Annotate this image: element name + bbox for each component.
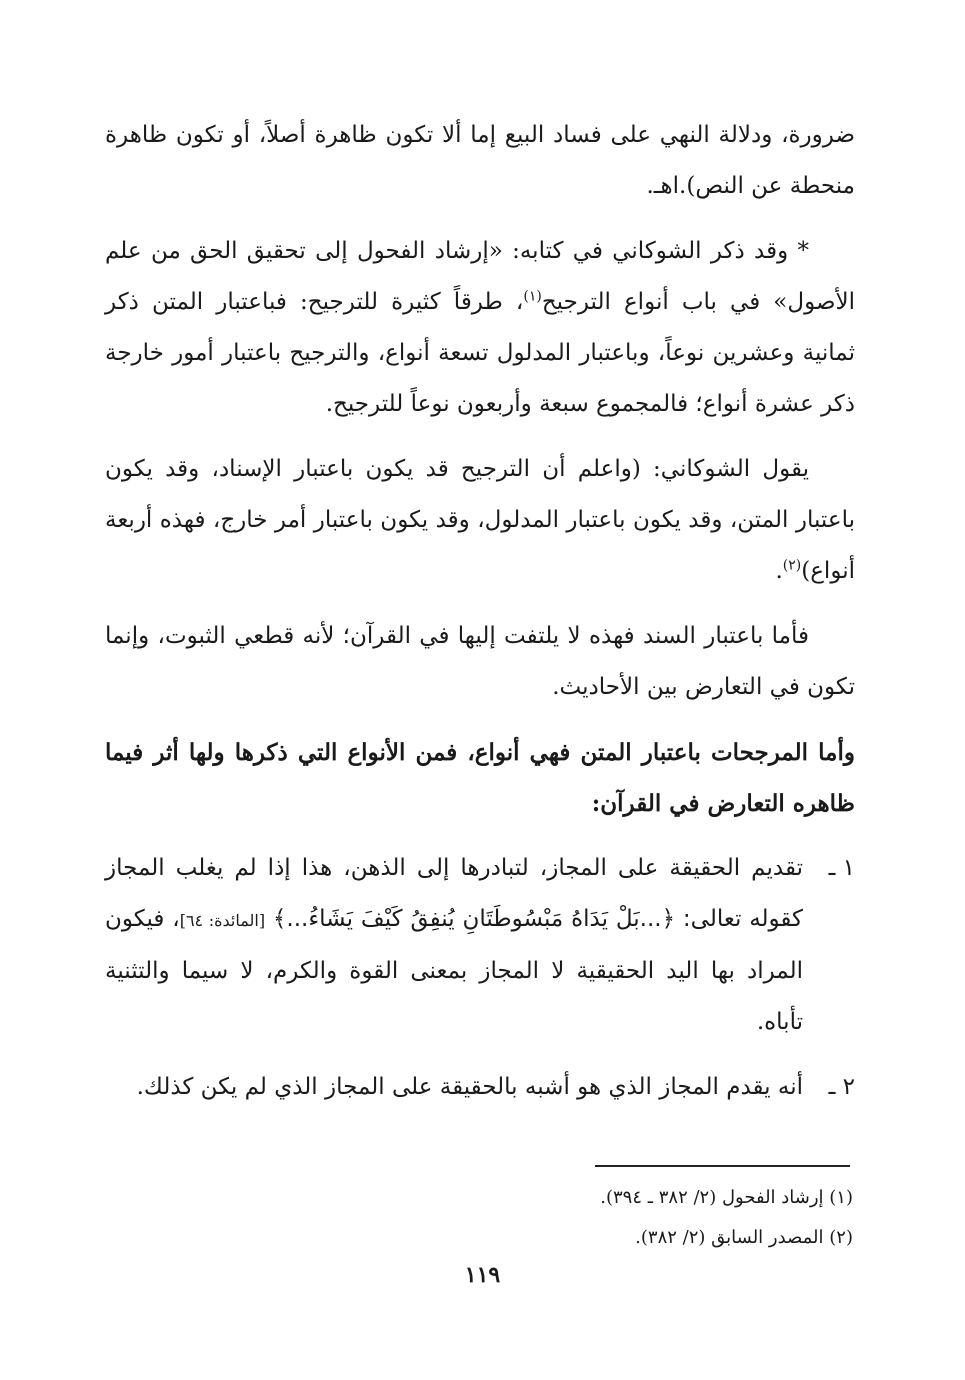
paragraph-1 <box>105 110 855 212</box>
list-item-1-number: ١ ـ <box>828 855 855 881</box>
list-item-2-number: ٢ ـ <box>828 1074 855 1100</box>
page-body <box>105 110 855 1127</box>
footnote-separator <box>595 1165 850 1167</box>
list-item-1-text <box>105 843 803 1048</box>
list-item-2 <box>105 1062 855 1113</box>
section-heading-text: وأما المرجحات باعتبار المتن فهي أنواع، فمن الأنواع التي ذكرها ولها أثر فيما ظاهره التعارض في القرآن: <box>105 739 855 817</box>
paragraph-2-text-a: * وقد ذكر الشوكاني في كتابه: «إرشاد الفحول إلى تحقيق الحق من علم الأصول» في باب أنواع الترجيح <box>105 238 855 315</box>
paragraph-3-text-a: يقول الشوكاني: (واعلم أن الترجيح قد يكون باعتبار الإسناد، وقد يكون باعتبار المتن، وقد يكون باعتبار المدلول، وقد يكون باعتبار أمر خارج، فهذه أربعة أنواع) <box>105 456 855 584</box>
paragraph-3 <box>105 444 855 597</box>
footnote-2: (٢) المصدر السابق (٢/ ٣٨٢). <box>635 1227 853 1248</box>
quran-reference: [المائدة: ٦٤] <box>179 911 266 930</box>
paragraph-1-text: ضرورة، ودلالة النهي على فساد البيع إما ألا تكون ظاهرة أصلاً، أو تكون ظاهرة منحطة عن النص).اهـ. <box>105 122 855 199</box>
list-item-1-text-b: ، فيكون المراد بها اليد الحقيقية لا المجاز بمعنى القوة والكرم، لا سيما والتثنية تأباه. <box>105 906 803 1035</box>
list-item-1-text-a: تقديم الحقيقة على المجاز، لتبادرها إلى الذهن، هذا إذا لم يغلب المجاز كقوله تعالى: ﴿...بَلْ يَدَاهُ مَبْسُوطَتَانِ يُنفِقُ كَيْفَ يَشَاءُ...﴾ <box>105 855 803 932</box>
list-item-2-text: أنه يقدم المجاز الذي هو أشبه بالحقيقة على المجاز الذي لم يكن كذلك. <box>136 1074 803 1100</box>
paragraph-4-text: فأما باعتبار السند فهذه لا يلتفت إليها في القرآن؛ لأنه قطعي الثبوت، وإنما تكون في التعارض بين الأحاديث. <box>105 623 855 700</box>
footnote-ref-1[interactable]: (١) <box>523 288 542 305</box>
page-number: ١١٩ <box>464 1262 501 1288</box>
section-heading-paragraph <box>105 727 855 829</box>
footnotes <box>353 1178 853 1258</box>
paragraph-2 <box>105 226 855 430</box>
list-item-1 <box>105 843 855 1048</box>
paragraph-3-text-b: . <box>775 558 783 584</box>
footnote-ref-2[interactable]: (٢) <box>782 557 802 574</box>
paragraph-2-text-b: ، طرقاً كثيرة للترجيح: فباعتبار المتن ذكر ثمانية وعشرين نوعاً، وباعتبار المدلول تسعة أنواع، والترجيح باعتبار أمور خارجة ذكر عشرة أنواع؛ فالمجموع سبعة وأربعون نوعاً للترجيح. <box>105 289 855 417</box>
footnote-1: (١) إرشاد الفحول (٢/ ٣٨٢ ـ ٣٩٤). <box>600 1187 853 1208</box>
paragraph-4 <box>105 611 855 713</box>
